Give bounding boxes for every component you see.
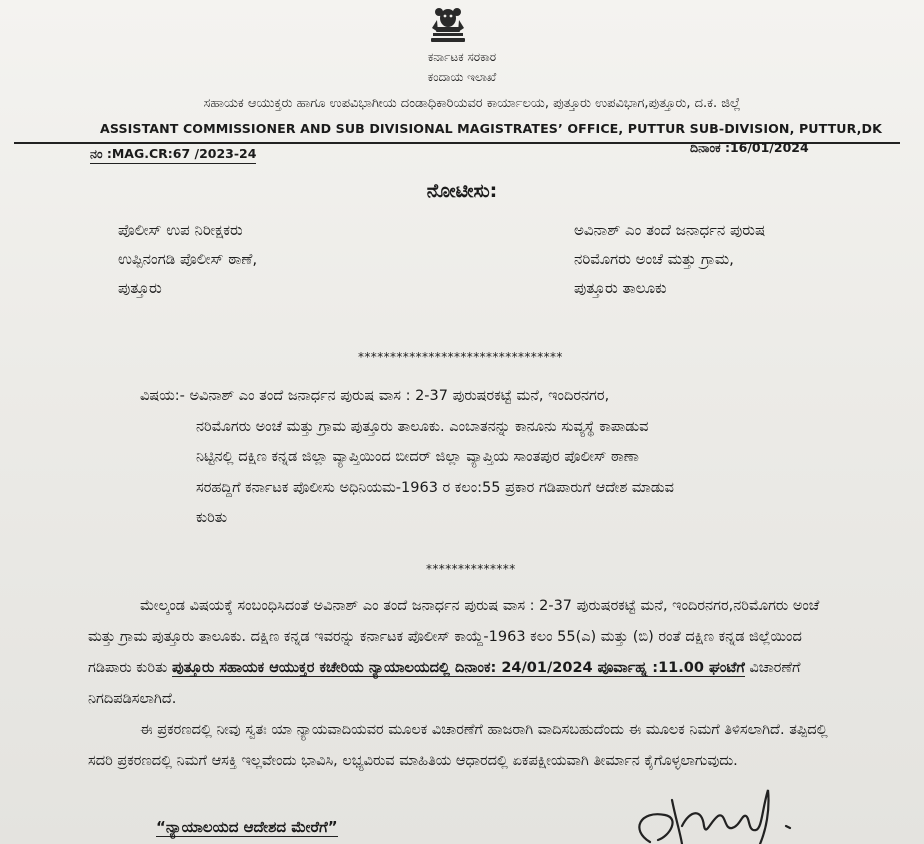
karnataka-emblem-icon	[428, 2, 468, 44]
addressee-right	[574, 216, 765, 303]
body-paragraph	[88, 715, 838, 777]
addressee-right-line: ಪುತ್ತೂರು ತಾಲೂಕು	[574, 279, 667, 297]
subject-block	[140, 381, 860, 534]
closing-phrase: “ನ್ಯಾಯಾಲಯದ ಆದೇಶದ ಮೇರೆಗೆ”	[156, 818, 338, 836]
hearing-date-text: ಪುತ್ತೂರು ಸಹಾಯಕ ಆಯುಕ್ತರ ಕಚೇರಿಯ ನ್ಯಾಯಾಲಯದಲ್ಲಿ ದಿನಾಂಕ: 24/01/2024 ಪೂರ್ವಾಹ್ನ :11.00 ಘಂಟೆಗೆ	[171, 660, 745, 676]
handwritten-signature-icon	[610, 770, 810, 844]
office-name-english: ASSISTANT COMMISSIONER AND SUB DIVISIONAL MAGISTRATES’ OFFICE, PUTTUR SUB-DIVISION, PUTTUR,DK	[100, 121, 882, 136]
government-name: ಕರ್ನಾಟಕ ಸರಕಾರ	[427, 50, 497, 64]
body-text: ಈ ಪ್ರಕರಣದಲ್ಲಿ ನೀವು ಸ್ವತಃ ಯಾ ನ್ಯಾಯವಾದಿಯವರ ಮೂಲಕ ವಿಚಾರಣೆಗೆ ಹಾಜರಾಗಿ ವಾದಿಸಬಹುದೆಂದು ಈ ಮೂಲಕ ನಿಮಗೆ ತಿಳಿಸಲಾಗಿದೆ. ತಪ್ಪಿದಲ್ಲಿ ಸದರಿ ಪ್ರಕರಣದಲ್ಲಿ ನಿಮಗೆ ಆಸಕ್ತಿ ಇಲ್ಲವೇಂದು ಭಾವಿಸಿ, ಲಭ್ಯವಿರುವ ಮಾಹಿತಿಯ ಆಧಾರದಲ್ಲಿ ಏಕಪಕ್ಷೀಯವಾಗಿ ತೀರ್ಮಾನ ಕೈಗೊಳ್ಳಲಾಗುವುದು.	[88, 722, 828, 769]
office-name-kannada: ಸಹಾಯಕ ಆಯುಕ್ತರು ಹಾಗೂ ಉಪವಿಭಾಗೀಯ ದಂಡಾಧಿಕಾರಿಯವರ ಕಾರ್ಯಾಲಯ, ಪುತ್ತೂರು ಉಪವಿಭಾಗ,ಪುತ್ತೂರು, ದ.ಕ. ಜಿಲ್ಲೆ	[203, 96, 741, 111]
addressee-right-line: ಅವಿನಾಶ್ ಎಂ ತಂದೆ ಜನಾರ್ಧನ ಪುರುಷ	[574, 221, 766, 239]
notice-title: ನೋಟೀಸು:	[426, 180, 498, 202]
addressee-left-line: ಪೊಲೀಸ್ ಉಪ ನಿರೀಕ್ಷಕರು	[118, 221, 243, 239]
subject-label: ವಿಷಯ:-	[140, 388, 185, 404]
separator-stars: ********************************	[358, 350, 563, 364]
subject-line: ನಿಟ್ಟಿನಲ್ಲಿ ದಕ್ಷಿಣ ಕನ್ನಡ ಜಿಲ್ಲಾ ವ್ಯಾಪ್ತಿಯಿಂದ ಬೀದರ್ ಜಿಲ್ಲಾ ವ್ಯಾಪ್ತಿಯ ಸಾಂತಪುರ ಪೊಲೀಸ್ ಠಾಣಾ	[196, 449, 639, 465]
body-paragraph	[88, 591, 838, 715]
addressee-left	[118, 216, 257, 303]
subject-line: ಕುರಿತು	[196, 510, 228, 526]
subject-line: ನರಿಮೊಗರು ಅಂಚೆ ಮತ್ತು ಗ್ರಾಮ ಪುತ್ತೂರು ತಾಲೂಕು. ಎಂಬಾತನನ್ನು ಕಾನೂನು ಸುವ್ಯಸ್ಥೆ ಕಾಪಾಡುವ	[196, 418, 649, 435]
addressee-right-line: ನರಿಮೊಗರು ಅಂಚೆ ಮತ್ತು ಗ್ರಾಮ,	[574, 250, 734, 268]
notice-body	[88, 591, 838, 777]
body-text: ಮೇಲ್ಕಂಡ ವಿಷಯಕ್ಕೆ ಸಂಬಂಧಿಸಿದಂತೆ ಅವಿನಾಶ್ ಎಂ ತಂದೆ ಜನಾರ್ಧನ ಪುರುಷ ವಾಸ : 2-37 ಪುರುಷರಕಟ್ಟೆ ಮನೆ, ಇಂದಿರನಗರ,ನರಿಮೊಗರು ಅಂಚೆ ಮತ್ತು ಗ್ರಾಮ ಪುತ್ತೂರು ತಾಲೂಕು. ದಕ್ಷಿಣ ಕನ್ನಡ ಇವರನ್ನು ಕರ್ನಾಟಕ ಪೊಲೀಸ್ ಕಾಯ್ದೆ-1963 ಕಲಂ 55(ಎ) ಮತ್ತು (ಬಿ) ರಂತೆ ದಕ್ಷಿಣ ಕನ್ನಡ ಜಿಲ್ಲೆಯಿಂದ ಗಡಿಪಾರು ಕುರಿತು	[88, 598, 820, 676]
subject-line: ಅವಿನಾಶ್ ಎಂ ತಂದೆ ಜನಾರ್ಧನ ಪುರುಷ ವಾಸ : 2-37 ಪುರುಷರಕಟ್ಟೆ ಮನೆ, ಇಂದಿರನಗರ,	[184, 388, 610, 404]
notice-date: ದಿನಾಂಕ :16/01/2024	[690, 140, 809, 155]
department-name: ಕಂದಾಯ ಇಲಾಖೆ	[427, 70, 497, 84]
subject-line: ಸರಹದ್ದಿಗೆ ಕರ್ನಾಟಕ ಪೊಲೀಸು ಅಧಿನಿಯಮ-1963 ರ ಕಲಂ:55 ಪ್ರಕಾರ ಗಡಿಪಾರುಗೆ ಆದೇಶ ಮಾಡುವ	[196, 479, 674, 496]
separator-stars: **************	[426, 562, 516, 576]
reference-number: ನಂ :MAG.CR:67 /2023-24	[90, 146, 256, 164]
body-text: ವಿಚಾರಣೆಗೆ ನಿಗದಿಪಡಿಸಲಾಗಿದೆ.	[88, 660, 801, 707]
addressee-left-line: ಉಪ್ಪಿನಂಗಡಿ ಪೊಲೀಸ್ ಠಾಣೆ,	[118, 250, 258, 268]
addressee-left-line: ಪುತ್ತೂರು	[118, 279, 162, 297]
